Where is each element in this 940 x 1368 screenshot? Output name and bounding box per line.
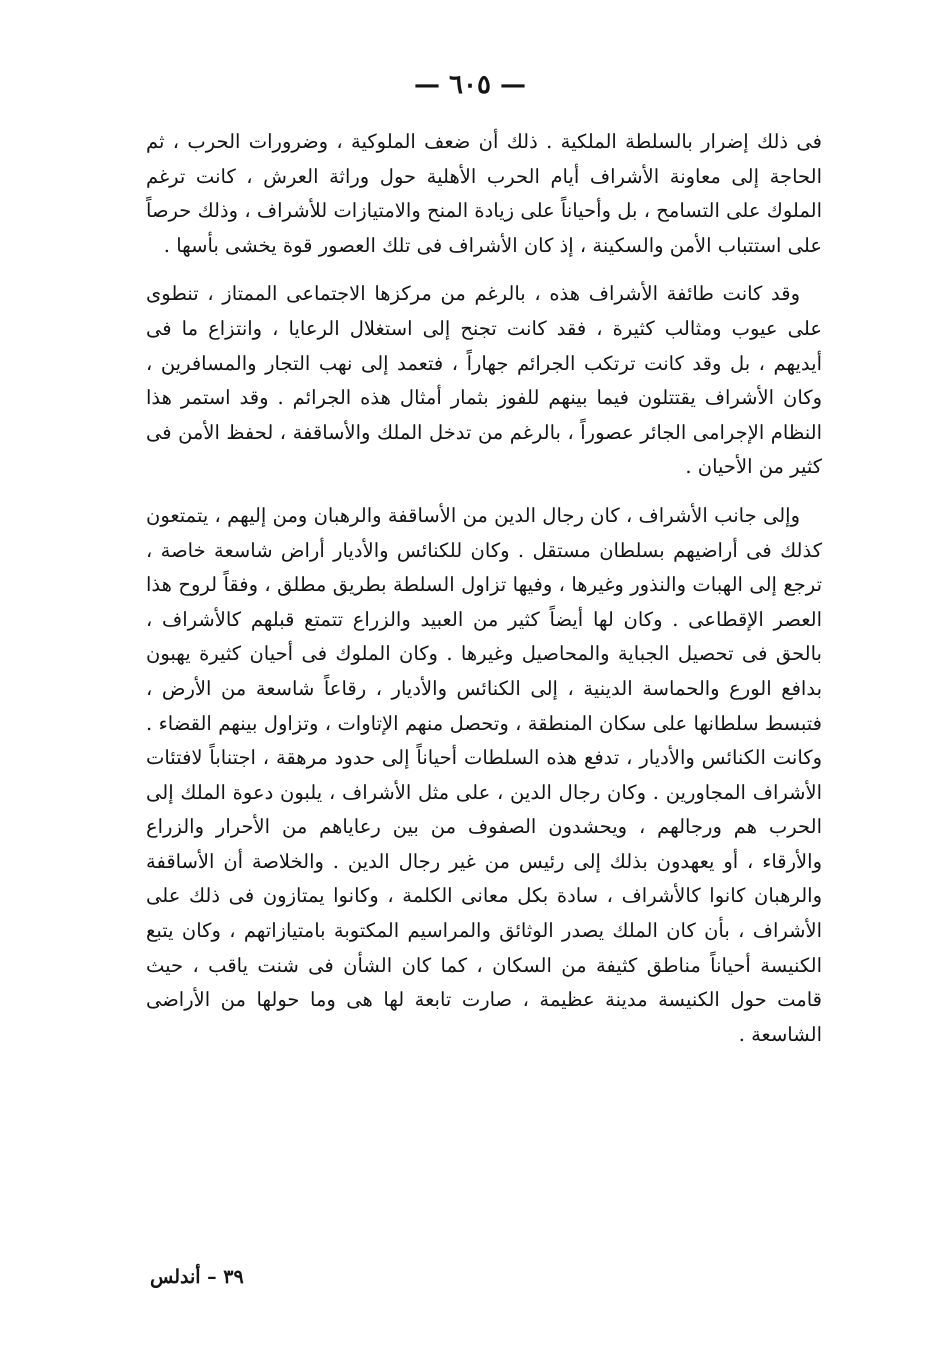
body-text — [146, 125, 822, 1052]
paragraph-1: فى ذلك إضرار بالسلطة الملكية . ذلك أن ضعف الملوكية ، وضرورات الحرب ، ثم الحاجة إلى معاونة الأشراف أيام الحرب الأهلية حول وراثة العرش ، كانت ترغم الملوك على التسامح ، بل وأحياناً على زيادة المنح والامتيازات للأشراف ، وذلك حرصاً على استتباب الأمن والسكينة ، إذ كان الأشراف فى تلك العصور قوة يخشى بأسها . — [146, 130, 822, 257]
page-number: — ٦٠٥ — — [413, 70, 527, 100]
signature-mark: ٣٩ – أندلس — [150, 1266, 244, 1288]
paragraph-3: وإلى جانب الأشراف ، كان رجال الدين من الأساقفة والرهبان ومن إليهم ، يتمتعون كذلك فى أراضيهم بسلطان مستقل . وكان للكنائس والأديار أراض شاسعة خاصة ، ترجع إلى الهبات والنذور وغيرها ، وفيها تزاول السلطة بطريق مطلق ، وفقاً لروح هذا العصر الإقطاعى . وكان لها أيضاً كثير من العبيد والزراع تتمتع قبلهم كالأشراف ، بالحق فى تحصيل الجباية والمحاصيل وغيرها . وكان الملوك فى أحيان كثيرة يهبون بدافع الورع والحماسة الدينية ، إلى الكنائس والأديار ، رقاعاً شاسعة من الأرض ، فتبسط سلطانها على سكان المنطقة ، وتحصل منهم الإتاوات ، وتزاول بينهم القضاء . وكانت الكنائس والأديار ، تدفع هذه السلطات أحياناً إلى حدود مرهقة ، اجتناباً لافتئات الأشراف المجاورين . وكان رجال الدين ، على مثل الأشراف ، يلبون دعوة الملك إلى الحرب هم ورجالهم ، ويحشدون الصفوف من بين رعاياهم من الأحرار والزراع والأرقاء ، أو يعهدون بذلك إلى رئيس من غير رجال الدين . والخلاصة أن الأساقفة والرهبان كانوا كالأشراف ، سادة بكل معانى الكلمة ، وكانوا يمتازون فى ذلك على الأشراف ، بأن كان الملك يصدر الوثائق والمراسيم المكتوبة بامتيازاتهم ، وكان يتبع الكنيسة أحياناً مناطق كثيفة من السكان ، كما كان الشأن فى شنت ياقب ، حيث قامت حول الكنيسة مدينة عظيمة ، صارت تابعة لها هى وما حولها من الأراضى الشاسعة . — [146, 503, 822, 1046]
paragraph-2: وقد كانت طائفة الأشراف هذه ، بالرغم من مركزها الاجتماعى الممتاز ، تنطوى على عيوب ومثالب كثيرة ، فقد كانت تجنح إلى استغلال الرعايا ، وانتزاع ما فى أيديهم ، بل وقد كانت ترتكب الجرائم جهاراً ، فتعمد إلى نهب التجار والمسافرين ، وكان الأشراف يقتتلون فيما بينهم للفوز بثمار أمثال هذه الجرائم . وقد استمر هذا النظام الإجرامى الجائر عصوراً ، بالرغم من تدخل الملك والأساقفة ، لحفظ الأمن فى كثير من الأحيان . — [146, 282, 822, 479]
